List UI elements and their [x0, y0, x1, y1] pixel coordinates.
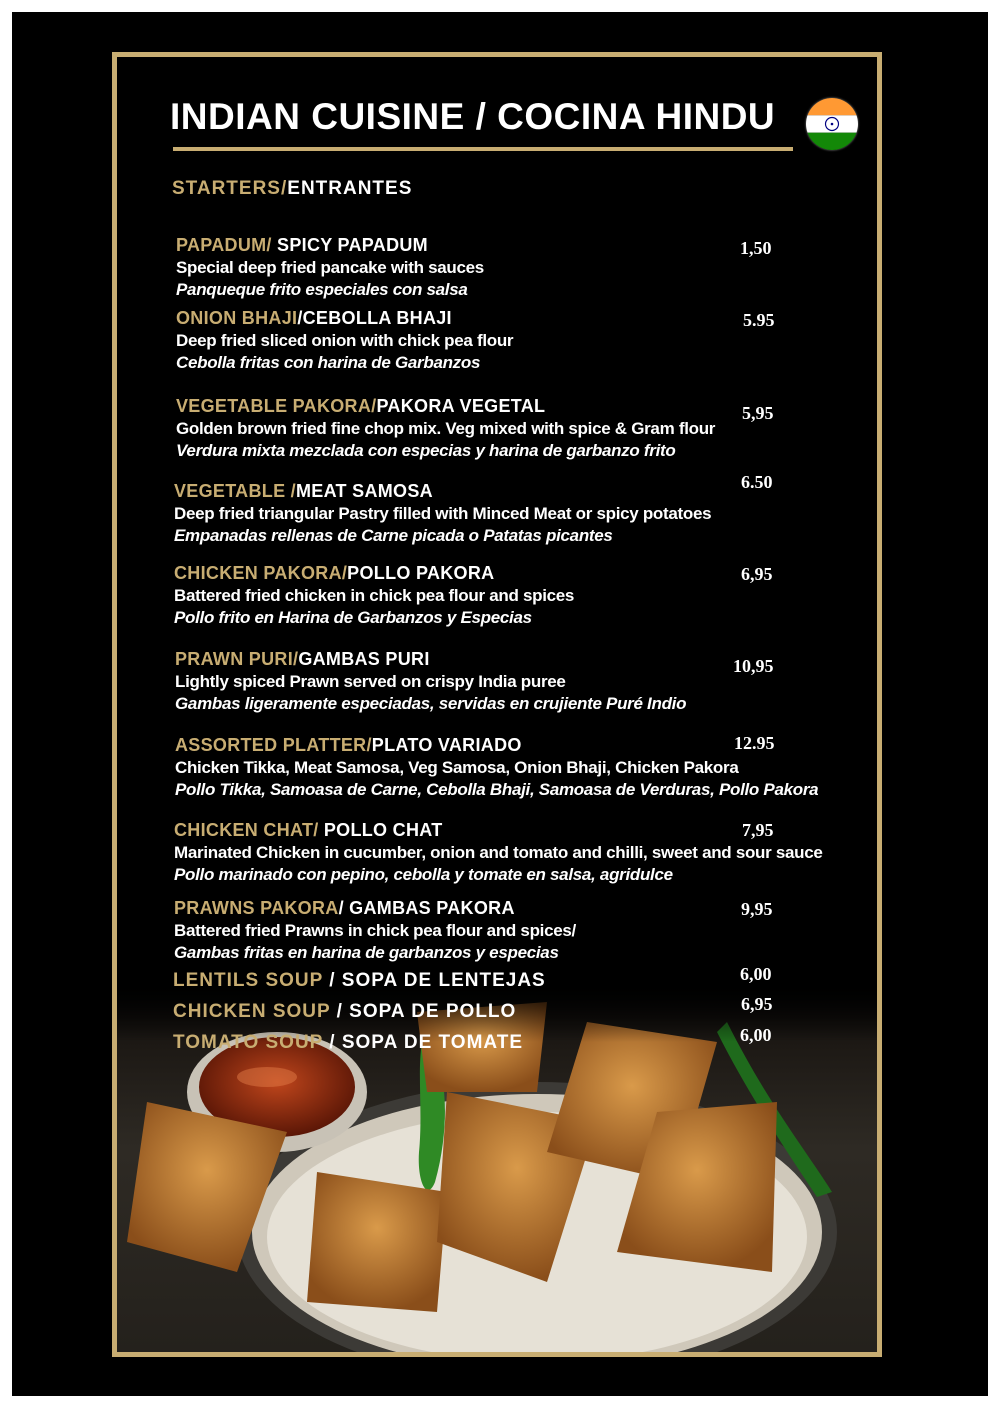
item-name-en: ONION BHAJI [176, 308, 298, 328]
item-name-en: VEGETABLE / [174, 481, 296, 501]
item-description-es: Pollo frito en Harina de Garbanzos y Especias [174, 608, 532, 627]
item-name-es: SPICY PAPADUM [271, 235, 428, 255]
item-name-en: CHICKEN CHAT/ [174, 820, 319, 840]
item-name-en: VEGETABLE PAKORA/ [176, 396, 377, 416]
item-description-es: Gambas ligeramente especiadas, servidas en crujiente Puré Indio [175, 694, 687, 713]
item-price: 5.95 [743, 310, 775, 330]
soup-price: 6,95 [741, 994, 773, 1014]
menu-item [176, 234, 484, 301]
item-description-en: Lightly spiced Prawn served on crispy India puree [175, 672, 566, 691]
item-name [174, 819, 823, 842]
soup-price: 6,00 [740, 1025, 772, 1045]
soup-item [173, 1032, 523, 1054]
soup-name-en: CHICKEN SOUP [173, 1001, 331, 1022]
item-name [174, 897, 576, 920]
item-name-es: PAKORA VEGETAL [376, 396, 546, 416]
item-name [176, 307, 513, 330]
item-name-es: PLATO VARIADO [371, 735, 522, 755]
menu-item [174, 562, 574, 629]
title-underline [173, 147, 793, 151]
item-name [174, 480, 711, 503]
soup-name-es: / SOPA DE TOMATE [323, 1032, 523, 1053]
item-price: 5,95 [742, 403, 774, 423]
soup-name-es: / SOPA DE POLLO [330, 1001, 517, 1022]
item-description-en: Golden brown fried fine chop mix. Veg mixed with spice & Gram flour [176, 419, 716, 438]
item-description-es: Gambas fritas en harina de garbanzos y especias [174, 943, 559, 962]
item-name-es: GAMBAS PURI [298, 649, 430, 669]
item-description-en: Marinated Chicken in cucumber, onion and tomato and chilli, sweet and sour sauce [174, 843, 823, 862]
item-name-es: POLLO PAKORA [347, 563, 495, 583]
item-name-en: PRAWN PURI/ [175, 649, 299, 669]
item-price: 6,95 [741, 564, 773, 584]
item-description-es: Pollo marinado con pepino, cebolla y tomate en salsa, agridulce [174, 865, 673, 884]
section-heading-en: STARTERS/ [172, 178, 288, 199]
india-flag-icon [806, 98, 858, 150]
menu-item [174, 819, 823, 886]
item-name-es: POLLO CHAT [318, 820, 443, 840]
item-description-en: Special deep fried pancake with sauces [176, 258, 484, 277]
menu-item [174, 480, 711, 547]
menu-item [175, 734, 818, 801]
item-price: 6.50 [741, 472, 773, 492]
menu-item [176, 307, 513, 374]
item-description-es: Empanadas rellenas de Carne picada o Patatas picantes [174, 526, 613, 545]
item-price: 7,95 [742, 820, 774, 840]
soup-item [173, 970, 546, 992]
item-name-es: / GAMBAS PAKORA [338, 898, 515, 918]
item-name [175, 734, 818, 757]
item-name-en: PRAWNS PAKORA [174, 898, 339, 918]
item-name-en: CHICKEN PAKORA/ [174, 563, 348, 583]
soup-price: 6,00 [740, 964, 772, 984]
item-name [175, 648, 686, 671]
soup-item [173, 1001, 516, 1023]
section-heading-starters [172, 178, 412, 200]
item-name [174, 562, 574, 585]
item-name-en: PAPADUM/ [176, 235, 272, 255]
menu-item [175, 648, 686, 715]
item-description-es: Panqueque frito especiales con salsa [176, 280, 468, 299]
item-name-es: MEAT SAMOSA [295, 481, 433, 501]
item-description-es: Verdura mixta mezclada con especias y harina de garbanzo frito [176, 441, 676, 460]
menu-title: INDIAN CUISINE / COCINA HINDU [170, 96, 776, 137]
item-description-es: Cebolla fritas con harina de Garbanzos [176, 353, 481, 372]
item-price: 9,95 [741, 899, 773, 919]
item-name-en: ASSORTED PLATTER/ [175, 735, 372, 755]
item-description-en: Deep fried sliced onion with chick pea flour [176, 331, 514, 350]
item-price: 1,50 [740, 238, 772, 258]
item-description-en: Deep fried triangular Pastry filled with Minced Meat or spicy potatoes [174, 504, 712, 523]
item-description-en: Battered fried Prawns in chick pea flour and spices/ [174, 921, 576, 940]
item-description-es: Pollo Tikka, Samoasa de Carne, Cebolla Bhaji, Samoasa de Verduras, Pollo Pakora [175, 780, 819, 799]
item-name [176, 234, 484, 257]
item-price: 12.95 [734, 733, 775, 753]
item-description-en: Chicken Tikka, Meat Samosa, Veg Samosa, Onion Bhaji, Chicken Pakora [175, 758, 739, 777]
menu-item [174, 897, 576, 964]
item-price: 10,95 [733, 656, 774, 676]
soup-name-es: / SOPA DE LENTEJAS [322, 970, 546, 991]
item-name [176, 395, 715, 418]
section-heading-es: ENTRANTES [287, 178, 413, 199]
item-name-es: /CEBOLLA BHAJI [297, 308, 452, 328]
menu-item [176, 395, 715, 462]
soup-name-en: LENTILS SOUP [173, 970, 323, 991]
item-description-en: Battered fried chicken in chick pea flour and spices [174, 586, 575, 605]
soup-name-en: TOMATO SOUP [173, 1032, 324, 1053]
